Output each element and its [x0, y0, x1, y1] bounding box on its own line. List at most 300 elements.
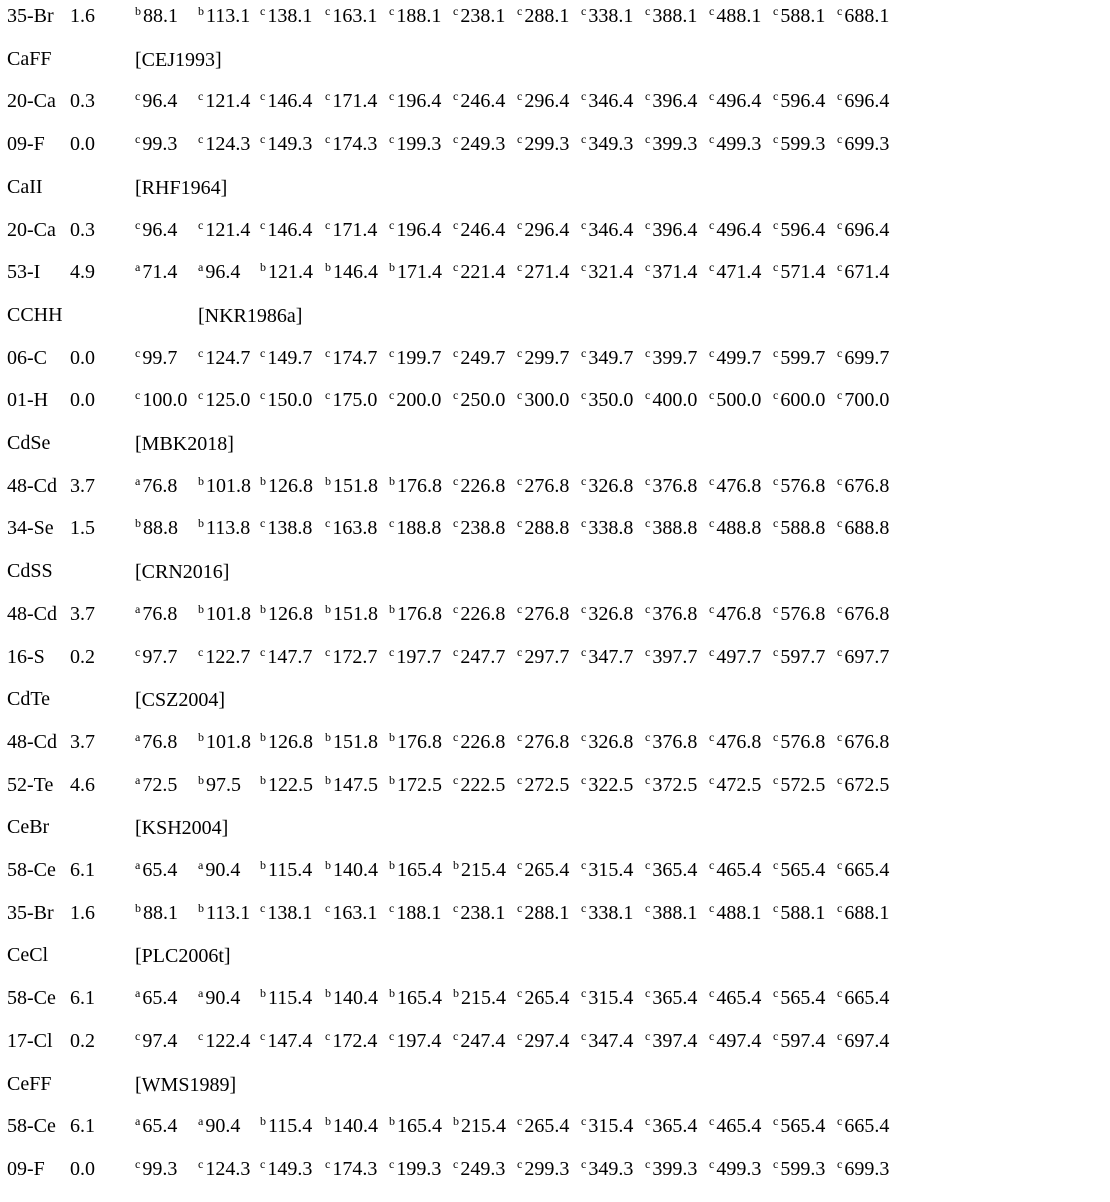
cell-superscript: c — [645, 89, 651, 104]
cell-superscript: c — [453, 260, 459, 275]
cell-superscript: c — [645, 1028, 651, 1043]
cell-superscript: c — [645, 345, 651, 360]
cell-superscript: c — [325, 345, 331, 360]
data-cell — [135, 6, 178, 26]
data-cell — [581, 217, 634, 241]
data-cell — [198, 91, 250, 111]
cell-superscript: c — [135, 345, 141, 360]
data-cell — [517, 91, 569, 111]
cell-superscript: c — [325, 217, 331, 232]
data-cell — [325, 473, 378, 497]
cell-value: 115.4 — [268, 1115, 313, 1138]
cell-superscript: c — [581, 858, 587, 872]
cell-value: 238.8 — [460, 517, 506, 540]
cell-superscript: c — [709, 388, 715, 403]
compound-name: CeBr — [7, 816, 50, 839]
data-cell — [773, 644, 826, 668]
cell-value: 88.8 — [143, 517, 178, 540]
data-cell — [453, 860, 506, 880]
cell-superscript: c — [581, 644, 587, 659]
data-cell — [135, 1156, 178, 1180]
cell-value: 399.3 — [652, 133, 698, 156]
cell-superscript: c — [837, 217, 843, 232]
data-cell — [517, 988, 569, 1008]
data-cell — [135, 345, 178, 369]
cell-value: 124.7 — [205, 346, 251, 369]
cell-value: 496.4 — [716, 90, 762, 113]
cell-superscript: c — [773, 217, 779, 232]
data-cell — [453, 134, 505, 154]
element-label: 58-Ce — [7, 987, 56, 1010]
data-cell — [837, 988, 889, 1008]
cell-value: 250.0 — [460, 389, 506, 412]
data-cell — [709, 601, 762, 625]
element-label: 35-Br — [7, 5, 54, 27]
cell-value: 376.8 — [652, 602, 698, 625]
data-cell — [325, 900, 378, 924]
cell-value: 249.3 — [460, 1157, 506, 1180]
cell-superscript: c — [325, 388, 331, 403]
cell-superscript: c — [773, 858, 779, 872]
cell-value: 65.4 — [142, 1115, 178, 1138]
data-cell — [325, 1116, 378, 1136]
data-cell — [325, 860, 378, 880]
element-label: 52-Te — [7, 773, 54, 796]
data-cell — [709, 390, 761, 410]
element-label: 58-Ce — [7, 1115, 56, 1138]
data-cell — [837, 900, 890, 924]
cell-value: 388.1 — [652, 5, 698, 27]
cell-superscript: b — [198, 473, 204, 488]
cell-superscript: c — [453, 89, 459, 104]
cell-superscript: c — [198, 345, 204, 360]
cell-value: 396.4 — [652, 218, 698, 241]
cell-value: 96.4 — [205, 261, 241, 284]
cell-superscript: b — [389, 729, 395, 744]
data-cell — [709, 91, 761, 111]
cell-superscript: c — [645, 217, 651, 232]
cell-value: 338.1 — [588, 5, 634, 27]
data-cell — [135, 772, 178, 796]
cell-value: 465.4 — [716, 1115, 762, 1138]
cell-superscript: c — [773, 473, 779, 488]
cell-value: 665.4 — [844, 1115, 890, 1138]
reference-citation: [KSH2004] — [135, 817, 229, 840]
cell-superscript: c — [709, 217, 715, 232]
data-cell — [517, 601, 570, 625]
data-cell — [135, 1116, 177, 1136]
cell-value: 376.8 — [652, 730, 698, 753]
data-cell — [453, 91, 505, 111]
data-cell — [581, 900, 634, 924]
element-row — [0, 1156, 1110, 1202]
cell-superscript: c — [837, 473, 843, 488]
cell-superscript: c — [517, 388, 523, 403]
cell-value: 90.4 — [205, 859, 241, 881]
cell-value: 197.7 — [396, 645, 442, 668]
cell-value: 150.0 — [267, 389, 313, 412]
cell-value: 599.3 — [780, 133, 826, 156]
cell-value: 396.4 — [652, 90, 698, 113]
cell-superscript: c — [581, 986, 587, 1001]
element-row — [0, 217, 1110, 263]
cell-superscript: b — [260, 473, 266, 488]
cell-superscript: a — [135, 1114, 141, 1129]
cell-superscript: b — [198, 516, 204, 531]
element-label: 17-Cl — [7, 1029, 53, 1052]
data-cell — [389, 1028, 442, 1052]
reference-citation: [NKR1986a] — [198, 304, 303, 327]
data-cell — [645, 6, 697, 26]
data-cell — [325, 601, 378, 625]
data-cell — [389, 134, 441, 154]
element-value: 1.6 — [70, 5, 95, 27]
data-cell — [581, 644, 634, 668]
cell-value: 471.4 — [716, 261, 762, 284]
cell-value: 146.4 — [333, 261, 378, 284]
data-cell — [198, 644, 251, 668]
cell-value: 338.8 — [588, 517, 634, 540]
cell-value: 176.8 — [397, 730, 442, 753]
compound-name: CaII — [7, 175, 43, 198]
data-cell — [709, 6, 761, 26]
cell-superscript: c — [773, 601, 779, 616]
cell-superscript: c — [517, 1028, 523, 1043]
cell-superscript: b — [325, 1114, 331, 1129]
cell-value: 565.4 — [780, 859, 826, 881]
data-cell — [837, 601, 890, 625]
compound-name: CeFF — [7, 1072, 52, 1095]
cell-value: 238.1 — [460, 5, 506, 27]
data-cell — [645, 644, 698, 668]
data-cell — [389, 473, 442, 497]
data-cell — [645, 134, 697, 154]
data-cell — [837, 134, 889, 154]
data-cell — [645, 390, 697, 410]
data-cell — [389, 988, 442, 1008]
cell-value: 600.0 — [780, 389, 826, 412]
cell-value: 247.4 — [460, 1029, 506, 1052]
data-cell — [389, 601, 442, 625]
cell-value: 88.1 — [143, 5, 178, 27]
cell-value: 696.4 — [844, 218, 890, 241]
cell-superscript: c — [773, 772, 779, 787]
data-cell — [581, 601, 634, 625]
cell-value: 99.3 — [142, 133, 178, 156]
data-cell — [581, 729, 634, 753]
cell-value: 326.8 — [588, 602, 634, 625]
cell-value: 347.7 — [588, 645, 634, 668]
cell-value: 676.8 — [844, 602, 890, 625]
data-cell — [773, 6, 825, 26]
cell-value: 101.8 — [206, 730, 251, 753]
cell-superscript: c — [645, 516, 651, 531]
cell-superscript: c — [389, 89, 395, 104]
cell-superscript: c — [645, 1156, 651, 1171]
cell-superscript: c — [773, 516, 779, 531]
cell-value: 165.4 — [397, 859, 442, 881]
data-cell — [773, 1116, 825, 1136]
data-cell — [135, 217, 178, 241]
cell-value: 125.0 — [205, 389, 251, 412]
cell-value: 276.8 — [524, 474, 570, 497]
element-value: 6.1 — [70, 987, 95, 1010]
cell-value: 296.4 — [524, 218, 570, 241]
cell-superscript: a — [135, 772, 141, 787]
data-cell — [581, 6, 633, 26]
cell-value: 399.3 — [652, 1157, 698, 1180]
element-label: 01-H — [7, 389, 49, 412]
element-label: 35-Br — [7, 901, 54, 924]
cell-superscript: c — [198, 89, 204, 104]
cell-superscript: c — [837, 260, 843, 275]
data-cell — [389, 1116, 442, 1136]
cell-superscript: c — [453, 345, 459, 360]
element-value: 0.0 — [70, 1157, 95, 1180]
cell-value: 174.7 — [332, 346, 378, 369]
data-cell — [260, 644, 313, 668]
data-cell — [198, 601, 251, 625]
data-cell — [837, 217, 890, 241]
cell-superscript: c — [517, 260, 523, 275]
element-value: 6.1 — [70, 1115, 95, 1138]
data-cell — [325, 644, 378, 668]
element-row — [0, 860, 1110, 903]
data-cell — [837, 473, 890, 497]
data-cell — [325, 518, 377, 538]
data-cell — [198, 772, 241, 796]
data-cell — [581, 473, 634, 497]
element-value: 4.9 — [70, 261, 95, 284]
cell-superscript: c — [773, 132, 779, 147]
data-cell — [325, 772, 378, 796]
data-cell — [260, 91, 312, 111]
cell-superscript: c — [135, 132, 141, 147]
cell-superscript: c — [709, 132, 715, 147]
cell-value: 97.5 — [206, 773, 241, 796]
cell-value: 149.7 — [267, 346, 313, 369]
element-value: 1.5 — [70, 517, 95, 540]
cell-value: 188.1 — [396, 5, 442, 27]
cell-superscript: b — [453, 986, 459, 1001]
cell-superscript: c — [709, 772, 715, 787]
element-value: 0.3 — [70, 90, 95, 113]
data-cell — [389, 345, 442, 369]
cell-value: 397.4 — [652, 1029, 698, 1052]
cell-superscript: c — [709, 89, 715, 104]
cell-superscript: c — [645, 388, 651, 403]
cell-value: 90.4 — [205, 1115, 241, 1138]
cell-value: 565.4 — [780, 1115, 826, 1138]
cell-value: 299.3 — [524, 133, 570, 156]
data-cell — [581, 860, 633, 880]
data-cell — [773, 390, 825, 410]
cell-superscript: b — [260, 601, 266, 616]
element-label: 20-Ca — [7, 90, 56, 113]
data-cell — [581, 988, 633, 1008]
cell-superscript: c — [453, 1156, 459, 1171]
cell-superscript: c — [198, 388, 204, 403]
cell-superscript: b — [260, 986, 266, 1001]
element-row — [0, 6, 1110, 49]
cell-value: 147.7 — [267, 645, 313, 668]
cell-value: 265.4 — [524, 1115, 570, 1138]
data-cell — [837, 1116, 889, 1136]
data-cell — [773, 772, 826, 796]
cell-value: 174.3 — [332, 133, 378, 156]
data-cell — [260, 729, 313, 753]
cell-superscript: a — [135, 601, 141, 616]
cell-value: 500.0 — [716, 389, 762, 412]
data-cell — [645, 345, 698, 369]
data-cell — [389, 772, 442, 796]
cell-superscript: c — [837, 132, 843, 147]
cell-value: 299.3 — [524, 1157, 570, 1180]
data-cell — [773, 860, 825, 880]
cell-superscript: c — [260, 4, 266, 18]
element-label: 09-F — [7, 133, 45, 156]
cell-superscript: b — [198, 772, 204, 787]
cell-superscript: c — [773, 89, 779, 104]
cell-superscript: c — [389, 1028, 395, 1043]
cell-value: 163.1 — [332, 901, 378, 924]
cell-superscript: c — [389, 345, 395, 360]
data-cell — [135, 644, 178, 668]
element-label: 48-Cd — [7, 730, 57, 753]
data-cell — [773, 91, 825, 111]
cell-superscript: b — [389, 772, 395, 787]
data-cell — [135, 729, 178, 753]
data-cell — [389, 390, 441, 410]
cell-value: 65.4 — [142, 987, 178, 1010]
cell-superscript: c — [260, 644, 266, 659]
cell-superscript: c — [517, 900, 523, 915]
cell-value: 371.4 — [652, 261, 698, 284]
cell-superscript: c — [709, 986, 715, 1001]
data-cell — [645, 1116, 697, 1136]
cell-superscript: c — [517, 345, 523, 360]
data-cell — [709, 988, 761, 1008]
cell-superscript: c — [837, 1028, 843, 1043]
data-cell — [517, 1116, 569, 1136]
element-row — [0, 988, 1110, 1031]
cell-value: 171.4 — [332, 218, 378, 241]
data-cell — [453, 729, 506, 753]
data-cell — [325, 390, 377, 410]
data-cell — [453, 518, 505, 538]
cell-superscript: a — [135, 473, 141, 488]
data-cell — [325, 6, 377, 26]
cell-value: 365.4 — [652, 859, 698, 881]
data-cell — [773, 262, 825, 282]
cell-value: 321.4 — [588, 261, 634, 284]
data-cell — [325, 134, 377, 154]
cell-superscript: c — [709, 1028, 715, 1043]
data-cell — [260, 345, 313, 369]
reference-citation: [RHF1964] — [135, 176, 228, 199]
cell-value: 172.7 — [332, 645, 378, 668]
cell-superscript: c — [581, 729, 587, 744]
data-cell — [453, 988, 506, 1008]
data-cell — [709, 860, 761, 880]
data-cell — [260, 473, 313, 497]
cell-superscript: c — [517, 858, 523, 872]
data-cell — [389, 860, 442, 880]
cell-value: 671.4 — [844, 261, 890, 284]
element-label: 09-F — [7, 1157, 45, 1180]
data-cell — [260, 262, 313, 282]
data-cell — [198, 518, 250, 538]
cell-superscript: c — [645, 4, 651, 18]
cell-superscript: c — [453, 217, 459, 232]
cell-superscript: c — [773, 900, 779, 915]
compound-header-row — [0, 49, 1110, 92]
cell-superscript: c — [260, 900, 266, 915]
cell-value: 288.1 — [524, 901, 570, 924]
cell-value: 271.4 — [524, 261, 570, 284]
data-cell — [837, 345, 890, 369]
cell-value: 249.7 — [460, 346, 506, 369]
cell-value: 126.8 — [268, 602, 313, 625]
cell-value: 147.4 — [267, 1029, 313, 1052]
data-cell — [837, 1156, 890, 1180]
cell-value: 676.8 — [844, 730, 890, 753]
cell-value: 149.3 — [267, 133, 313, 156]
compound-header-row — [0, 305, 1110, 348]
cell-value: 376.8 — [652, 474, 698, 497]
data-cell — [709, 644, 762, 668]
cell-value: 699.3 — [844, 133, 890, 156]
cell-value: 326.8 — [588, 474, 634, 497]
cell-superscript: c — [325, 644, 331, 659]
cell-superscript: c — [645, 900, 651, 915]
cell-value: 488.1 — [716, 5, 762, 27]
cell-value: 197.4 — [396, 1029, 442, 1052]
element-row — [0, 134, 1110, 177]
cell-value: 576.8 — [780, 474, 826, 497]
cell-superscript: c — [325, 516, 331, 531]
cell-value: 349.7 — [588, 346, 634, 369]
cell-value: 126.8 — [268, 474, 313, 497]
element-row — [0, 729, 1110, 775]
cell-superscript: c — [453, 388, 459, 403]
data-cell — [453, 6, 505, 26]
cell-value: 347.4 — [588, 1029, 634, 1052]
element-row — [0, 1116, 1110, 1159]
cell-value: 101.8 — [206, 474, 251, 497]
cell-superscript: c — [260, 516, 266, 531]
cell-value: 215.4 — [461, 859, 506, 881]
cell-superscript: b — [198, 900, 204, 915]
cell-superscript: c — [837, 900, 843, 915]
cell-value: 688.8 — [844, 517, 890, 540]
data-cell — [260, 390, 312, 410]
data-cell — [198, 1028, 251, 1052]
cell-superscript: c — [709, 644, 715, 659]
cell-superscript: b — [325, 601, 331, 616]
cell-value: 96.4 — [142, 218, 178, 241]
cell-superscript: b — [389, 858, 395, 872]
data-cell — [837, 518, 889, 538]
data-cell — [517, 644, 570, 668]
cell-value: 124.3 — [205, 133, 251, 156]
cell-value: 215.4 — [461, 987, 506, 1010]
cell-superscript: a — [198, 986, 204, 1001]
data-cell — [517, 134, 569, 154]
data-cell — [325, 91, 377, 111]
cell-value: 96.4 — [142, 90, 178, 113]
cell-value: 163.1 — [332, 5, 378, 27]
